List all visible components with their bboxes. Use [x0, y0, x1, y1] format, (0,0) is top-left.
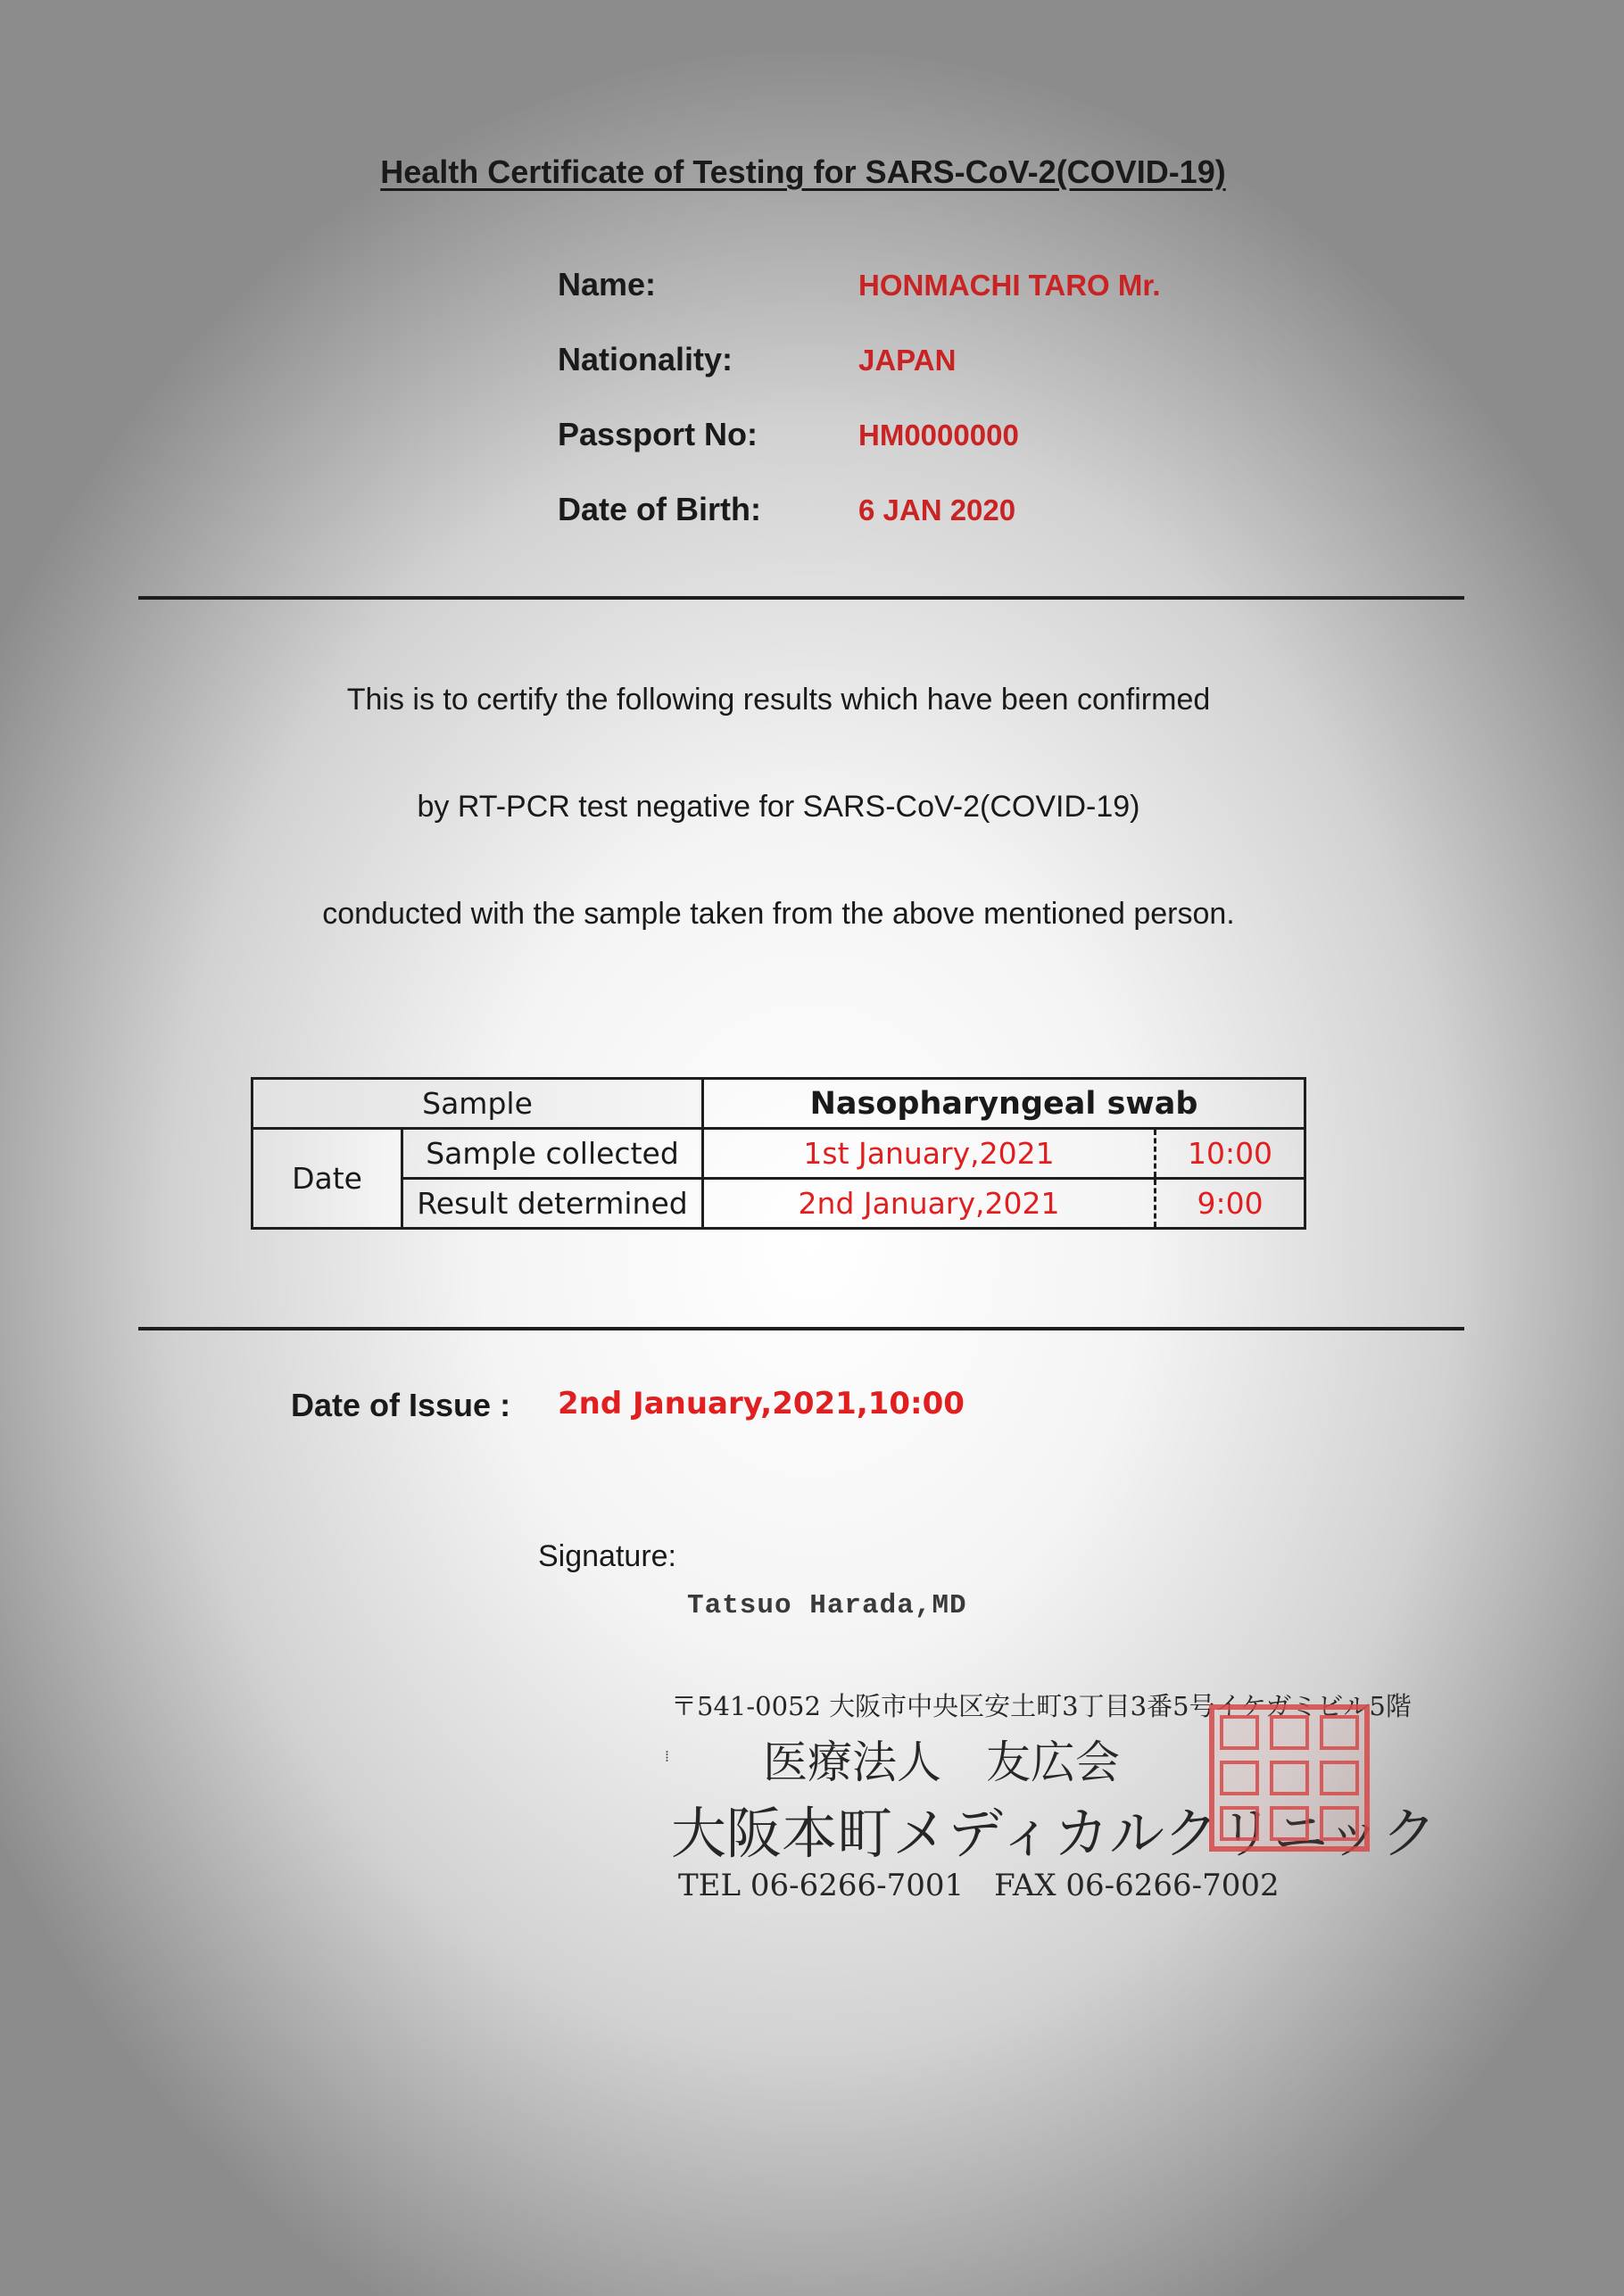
- passport-value: HM0000000: [858, 419, 1019, 452]
- divider-bottom: [138, 1327, 1464, 1330]
- passport-label: Passport No:: [558, 416, 758, 452]
- clinic-seal: [1209, 1704, 1370, 1852]
- result-determined-time: 9:00: [1156, 1179, 1305, 1229]
- certification-line-1: This is to certify the following results which have been confirmed: [346, 683, 1211, 717]
- issue-date-value: 2nd January,2021,10:00: [558, 1386, 965, 1422]
- issue-date-label: Date of Issue :: [291, 1387, 511, 1423]
- clinic-address: 〒541-0052 大阪市中央区安土町3丁目3番5号イケガミビル5階: [671, 1691, 1412, 1721]
- sample-value: Nasopharyngeal swab: [703, 1079, 1305, 1129]
- signature-name: Tatsuo Harada,MD: [687, 1590, 967, 1621]
- clinic-name: 大阪本町メディカルクリニック: [671, 1801, 1438, 1866]
- results-table: [251, 1077, 1306, 1230]
- divider-top: [138, 596, 1464, 600]
- stamp-mark: ⁞: [665, 1747, 670, 1766]
- table-row: [253, 1079, 1305, 1129]
- sample-header: Sample: [253, 1079, 703, 1129]
- nationality-value: JAPAN: [858, 344, 957, 377]
- certificate-title: Health Certificate of Testing for SARS-CoV-2(COVID-19): [380, 153, 1226, 190]
- sample-collected-time: 10:00: [1156, 1129, 1305, 1179]
- signature-label: Signature:: [538, 1539, 676, 1573]
- dob-label: Date of Birth:: [558, 491, 761, 527]
- result-determined-label: Result determined: [402, 1179, 703, 1229]
- dob-value: 6 JAN 2020: [858, 493, 1016, 526]
- clinic-phone-fax: TEL 06-6266-7001 FAX 06-6266-7002: [678, 1868, 1280, 1903]
- nationality-label: Nationality:: [558, 341, 733, 377]
- sample-collected-date: 1st January,2021: [703, 1129, 1156, 1179]
- name-value: HONMACHI TARO Mr.: [858, 269, 1161, 302]
- name-label: Name:: [558, 266, 657, 303]
- certification-line-2: by RT-PCR test negative for SARS-CoV-2(COVID-19): [417, 790, 1140, 824]
- date-header: Date: [253, 1129, 402, 1229]
- certification-line-3: conducted with the sample taken from the above mentioned person.: [322, 897, 1235, 931]
- table-row: [253, 1129, 1305, 1179]
- clinic-corporation: 医療法人 友広会: [763, 1737, 1120, 1788]
- table-row: [253, 1179, 1305, 1229]
- sample-collected-label: Sample collected: [402, 1129, 703, 1179]
- result-determined-date: 2nd January,2021: [703, 1179, 1156, 1229]
